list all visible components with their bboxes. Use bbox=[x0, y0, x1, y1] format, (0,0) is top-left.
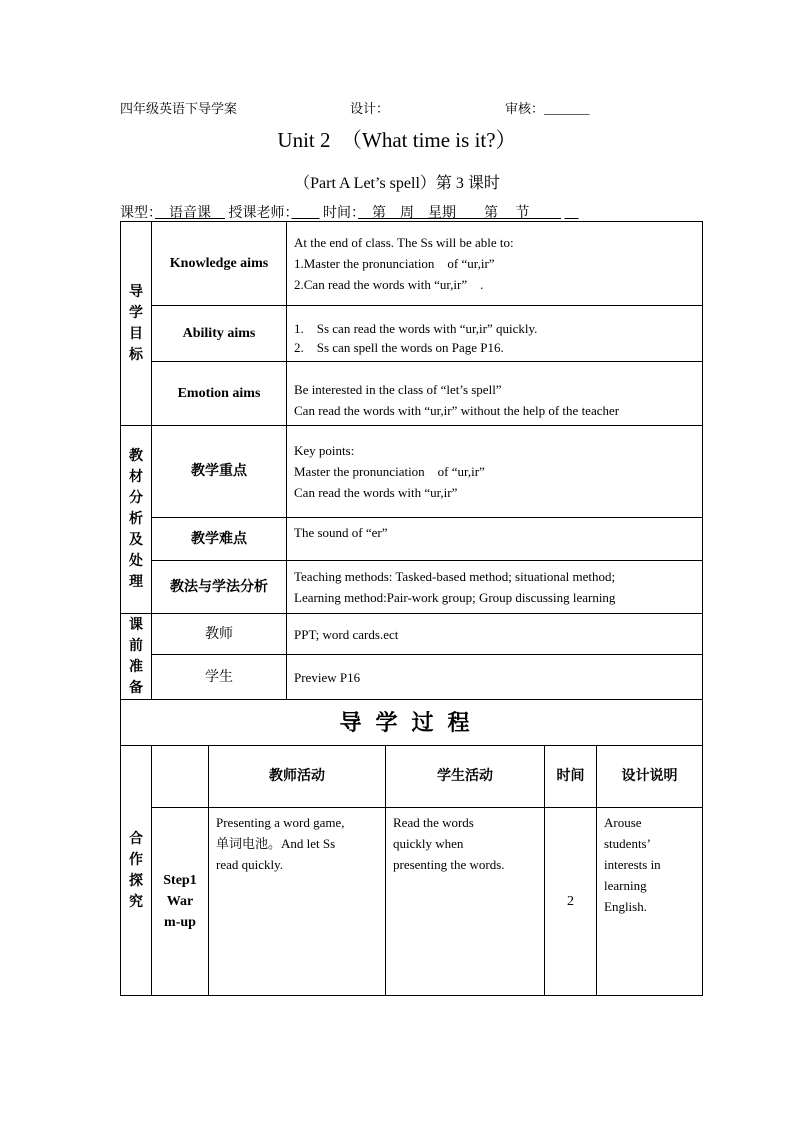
page-title: Unit 2 （What time is it?） bbox=[277, 128, 517, 152]
design-label: 设计： bbox=[350, 101, 390, 116]
prep-section-label: 课 前 准 备 bbox=[121, 614, 152, 700]
ability-aims-label: Ability aims bbox=[152, 306, 287, 362]
lesson-type-label: 课型： bbox=[120, 206, 155, 221]
ability-aims-content: 1. Ss can read the words with “ur,ir” quickly. 2. Ss can spell the words on Page P16. bbox=[287, 306, 703, 362]
teacher-activity-header: 教师活动 bbox=[209, 746, 386, 808]
analysis-table bbox=[120, 425, 703, 614]
prep-student-label: 学生 bbox=[152, 655, 287, 700]
process-table bbox=[120, 613, 703, 996]
process-section-label: 合 作 探 究 bbox=[121, 746, 152, 996]
teacher-value bbox=[292, 206, 320, 221]
page-subtitle: （Part A Let’s spell）第 3 课时 bbox=[294, 175, 500, 192]
design-content: Arouse students’ interests in learning English. bbox=[597, 808, 703, 996]
prep-teacher-label: 教师 bbox=[152, 614, 287, 655]
difficult-points-label: 教学难点 bbox=[152, 518, 287, 561]
teacher-label: 授课老师： bbox=[228, 206, 292, 221]
time-value: 2 bbox=[545, 808, 597, 996]
doc-header-left: 四年级英语下导学案 bbox=[120, 101, 238, 116]
prep-teacher-value: PPT; word cards.ect bbox=[287, 614, 703, 655]
student-activity-content: Read the words quickly when presenting the words. bbox=[386, 808, 545, 996]
knowledge-aims-content: At the end of class. The Ss will be able to: 1.Master the pronunciation of “ur,ir” 2.Can read the words with “ur,ir” . bbox=[287, 222, 703, 306]
emotion-aims-label: Emotion aims bbox=[152, 362, 287, 426]
prep-student-value: Preview P16 bbox=[287, 655, 703, 700]
aims-section-label: 导 学 目 标 bbox=[121, 222, 152, 426]
emotion-aims-content: Be interested in the class of “let’s spell” Can read the words with “ur,ir” without the help of the teacher bbox=[287, 362, 703, 426]
time-header: 时间 bbox=[545, 746, 597, 808]
key-points-label: 教学重点 bbox=[152, 426, 287, 518]
process-title: 导学过程 bbox=[121, 700, 703, 746]
aims-table bbox=[120, 221, 703, 426]
methods-label: 教法与学法分析 bbox=[152, 561, 287, 614]
teacher-activity-content: Presenting a word game, 单词电池。And let Ss read quickly. bbox=[209, 808, 386, 996]
info-tail bbox=[565, 206, 579, 221]
time-value: 第 周 星期 第 节 bbox=[358, 206, 561, 221]
step-header-cell bbox=[152, 746, 209, 808]
lesson-info-line bbox=[120, 202, 579, 222]
lesson-type-value: 语音课 bbox=[155, 206, 225, 221]
review-blank: _______ bbox=[544, 101, 590, 116]
design-header: 设计说明 bbox=[597, 746, 703, 808]
time-label: 时间： bbox=[323, 206, 358, 221]
review-field bbox=[505, 98, 590, 117]
step-label: Step1 War m-up bbox=[152, 808, 209, 996]
key-points-content: Key points: Master the pronunciation of “ur,ir” Can read the words with “ur,ir” bbox=[287, 426, 703, 518]
analysis-section-label: 教 材 分 析 及 处 理 bbox=[121, 426, 152, 614]
review-label: 审核： bbox=[505, 101, 545, 116]
knowledge-aims-label: Knowledge aims bbox=[152, 222, 287, 306]
student-activity-header: 学生活动 bbox=[386, 746, 545, 808]
methods-content: Teaching methods: Tasked-based method; situational method; Learning method:Pair-work group; Group discussing learning bbox=[287, 561, 703, 614]
difficult-points-content: The sound of “er” bbox=[287, 518, 703, 561]
